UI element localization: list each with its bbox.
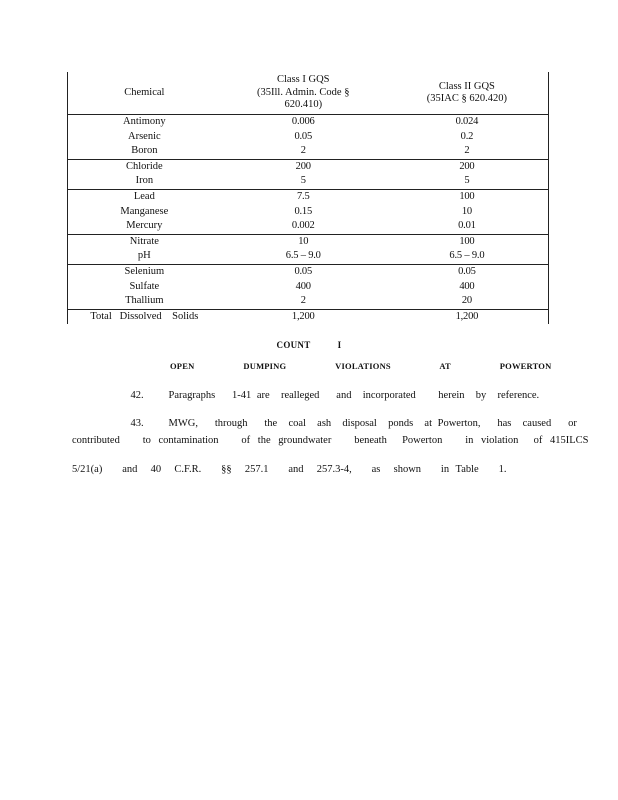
cell-class2: 0.2 <box>386 130 549 145</box>
cell-class2: 6.5 – 9.0 <box>386 249 549 264</box>
cell-class1: 1,200 <box>221 309 386 324</box>
cell-chemical: Manganese <box>68 205 221 220</box>
cell-class2: 0.05 <box>386 264 549 279</box>
cell-class2: 200 <box>386 159 549 174</box>
header-class1-line: (35Ill. Admin. Code § <box>257 86 350 98</box>
table-row <box>68 309 549 324</box>
table-row <box>68 205 549 220</box>
cell-class2: 10 <box>386 205 549 220</box>
cell-class2: 400 <box>386 280 549 295</box>
cell-class1: 200 <box>221 159 386 174</box>
cell-class1: 0.05 <box>294 130 313 142</box>
cell-class2: 0.01 <box>386 219 549 234</box>
table-row <box>68 189 549 204</box>
count-heading: OPEN DUMPING VIOLATIONS AT POWERTON <box>170 361 552 371</box>
cell-class2: 20 <box>386 294 549 309</box>
cell-chemical: pH <box>68 249 221 264</box>
cell-class2: 5 <box>386 174 549 189</box>
table-row <box>68 219 549 234</box>
table-row <box>68 280 549 295</box>
cell-chemical: Iron <box>68 174 221 189</box>
paragraph-number: 42. <box>130 390 144 401</box>
cell-chemical: Arsenic <box>68 130 221 145</box>
cell-class1: 2 <box>300 145 306 157</box>
cell-class2: 2 <box>386 144 549 159</box>
paragraph-text-line: 5/21(a) and 40 C.F.R. §§ 257.1 and 257.3-4, as shown in Table 1. <box>72 464 507 475</box>
cell-class1: 6.5 – 9.0 <box>285 250 321 262</box>
count-number: I <box>337 340 342 350</box>
table-row <box>68 249 549 264</box>
header-class1-gqs <box>221 72 386 115</box>
cell-class2: 100 <box>386 189 549 204</box>
cell-class2: 0.024 <box>386 115 549 130</box>
header-class1-line: Class I GQS <box>276 74 330 86</box>
cell-chemical: Nitrate <box>68 234 221 249</box>
cell-class2: 100 <box>386 234 549 249</box>
count-label: COUNT <box>276 340 311 350</box>
cell-class1: 7.5 <box>221 189 386 204</box>
cell-chemical: Thallium <box>68 294 221 309</box>
header-class2-line: Class II GQS <box>438 80 495 92</box>
table-header-row <box>68 72 549 115</box>
paragraph-text-line: contributed to contamination of the groundwater beneath Powerton in violation of 415ILCS <box>72 435 589 446</box>
table-body <box>68 115 549 325</box>
cell-chemical: Lead <box>68 189 221 204</box>
paragraph-text: Paragraphs 1-41 are realleged and incorporated herein by reference. <box>168 390 540 401</box>
cell-class1: 0.05 <box>221 264 386 279</box>
paragraph-text-line: MWG, through the coal ash disposal ponds at Powerton, has caused or <box>168 418 577 429</box>
table-row <box>68 174 549 189</box>
header-chemical: Chemical <box>68 72 221 115</box>
cell-chemical: Antimony <box>68 115 221 130</box>
cell-class1: 400 <box>295 280 311 292</box>
table-row <box>68 234 549 249</box>
cell-class2: 1,200 <box>386 309 549 324</box>
table-row <box>68 144 549 159</box>
header-class2-line: (35IAC § 620.420) <box>426 93 507 104</box>
table-row <box>68 159 549 174</box>
cell-chemical: Selenium <box>68 264 221 279</box>
table-row <box>68 294 549 309</box>
cell-class1: 0.15 <box>294 205 313 217</box>
cell-chemical: Boron <box>68 144 221 159</box>
header-class2-gqs <box>386 72 549 115</box>
count-title <box>0 340 618 350</box>
cell-chemical: Sulfate <box>68 280 221 295</box>
table-row <box>68 264 549 279</box>
cell-class1: 0.006 <box>221 115 386 130</box>
cell-class1: 10 <box>221 234 386 249</box>
cell-chemical: Chloride <box>68 159 221 174</box>
cell-class1: 2 <box>300 295 306 307</box>
table-row <box>68 130 549 145</box>
header-class1-line: 620.410) <box>284 99 323 111</box>
table-row <box>68 115 549 130</box>
cell-chemical: Mercury <box>68 219 221 234</box>
cell-class1: 5 <box>300 175 306 187</box>
groundwater-standards-table <box>67 72 549 324</box>
cell-class1: 0.002 <box>291 220 315 232</box>
paragraph-number: 43. <box>130 418 144 429</box>
cell-chemical: Total Dissolved Solids <box>68 309 221 324</box>
